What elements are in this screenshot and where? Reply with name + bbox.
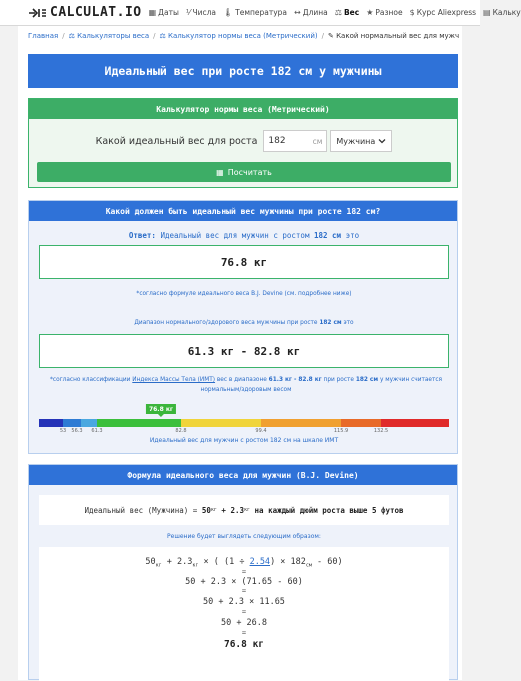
answer-suffix: это <box>345 231 360 240</box>
bmi-note <box>41 375 451 395</box>
bmi-note-4: у мужчин считается нормальным/здоровым весом <box>200 377 443 393</box>
nav-item-temperature[interactable] <box>223 8 287 17</box>
formula-base-unit: кг <box>210 507 217 513</box>
formula-plus: + 2.3 <box>221 505 244 515</box>
formula-rest: на каждый дюйм роста выше 5 футов <box>254 505 404 515</box>
bmi-segment-normal <box>97 419 181 427</box>
solution-result: 76.8 кг <box>223 639 265 650</box>
step1-part: ) × 182 <box>270 557 306 567</box>
height-value: 182 <box>268 136 286 146</box>
equals-sign: = <box>241 568 247 576</box>
nav-item-label: Курс Aliexpress <box>416 8 477 17</box>
bmi-tick: 115.9 <box>333 428 349 434</box>
solution-step-1 <box>39 557 449 569</box>
ideal-weight-result: 76.8 кг <box>39 245 449 279</box>
step1-part: - 60) <box>317 557 343 567</box>
breadcrumb-separator: / <box>62 32 65 40</box>
step1-unit: кг <box>192 562 199 569</box>
range-suffix: это <box>343 320 354 326</box>
calculate-button-label: Посчитать <box>227 167 272 177</box>
range-intro-line <box>29 320 459 326</box>
nav-item-aliexpress[interactable] <box>410 8 476 17</box>
dollar-icon: $ <box>409 8 415 17</box>
bmi-tick: 56.3 <box>71 428 83 434</box>
bmi-tick-labels <box>39 428 449 436</box>
solution-step-4: 50 + 26.8 <box>220 618 268 628</box>
ruler-icon: ↔ <box>294 8 301 17</box>
answer-prefix: Ответ: <box>128 231 156 240</box>
bmi-link[interactable]: Индекса Массы Тела (ИМТ) <box>132 377 216 383</box>
calculator-header: Калькулятор нормы веса (Метрический) <box>29 99 457 119</box>
nav-item-numbers[interactable] <box>186 8 216 17</box>
step1-part: × ( (1 ÷ <box>203 557 245 567</box>
pencil-icon: ✎ <box>327 32 337 40</box>
calculate-button[interactable] <box>37 162 451 182</box>
calculator-form <box>28 98 458 188</box>
solution-step-3: 50 + 2.3 × 11.65 <box>203 597 285 607</box>
formula-section <box>28 464 458 680</box>
bmi-segment-underweight <box>63 419 81 427</box>
numbers-icon: ⅟ <box>185 8 191 17</box>
answer-height: 182 см <box>313 231 342 240</box>
calculator-icon: ▤ <box>483 8 491 17</box>
step1-unit: см <box>305 562 312 569</box>
bmi-segment-obese-1 <box>261 419 341 427</box>
weight-icon: ⚖︎ <box>68 32 78 40</box>
breadcrumb <box>28 32 468 40</box>
answer-section <box>28 200 458 454</box>
calculator-icon: ▦ <box>216 167 224 177</box>
formula-lhs: Идеальный вес (Мужчина) = <box>84 505 198 515</box>
bmi-note-3: при росте <box>323 377 354 383</box>
nav-item-weight[interactable] <box>335 8 359 17</box>
answer-line <box>29 231 459 240</box>
step1-part: 50 <box>145 557 156 567</box>
solution-step-2: 50 + 2.3 × (71.65 - 60) <box>185 577 303 587</box>
bmi-tick: 132.5 <box>373 428 389 434</box>
equals-sign: = <box>241 587 247 595</box>
bmi-range: 61.3 кг - 82.8 кг <box>268 377 322 383</box>
weight-icon: ⚖ <box>334 8 342 17</box>
bmi-segment-severe-underweight <box>39 419 63 427</box>
step1-unit: кг <box>155 562 162 569</box>
nav-item-label: Вес <box>343 8 360 17</box>
nav-item-label: Даты <box>158 8 179 17</box>
nav-item-label: Длина <box>302 8 328 17</box>
bmi-tick: 82.8 <box>175 428 187 434</box>
equals-sign: = <box>241 608 247 616</box>
nav-item-length[interactable] <box>294 8 328 17</box>
answer-text: Идеальный вес для мужчин с ростом <box>160 231 310 240</box>
bmi-tick: 61.3 <box>91 428 103 434</box>
nav-item-calculators[interactable] <box>483 8 521 17</box>
nav-item-label: Кальку <box>492 8 521 17</box>
breadcrumb-current: Какой нормальный вес для мужч <box>336 32 460 40</box>
formula-statement <box>39 495 449 525</box>
breadcrumb-weight-calcs[interactable]: Калькуляторы веса <box>77 32 150 40</box>
solution-steps <box>39 547 449 681</box>
bmi-height: 182 см <box>355 377 379 383</box>
inch-conversion-link[interactable]: 2.54 <box>249 557 271 567</box>
bmi-segment-overweight <box>181 419 261 427</box>
site-logo[interactable] <box>0 5 142 20</box>
bmi-marker: 76.8 кг <box>146 404 176 414</box>
page-title: Идеальный вес при росте 182 см у мужчины <box>28 54 458 88</box>
logo-icon <box>28 7 48 19</box>
chevron-down-icon <box>378 138 386 144</box>
range-intro: Диапазон нормального/здорового веса мужчины при росте <box>134 320 318 326</box>
bmi-segment-light-underweight <box>81 419 97 427</box>
range-height: 182 см <box>319 320 342 326</box>
formula-inc-unit: кг <box>244 507 251 513</box>
nav-item-label: Температура <box>235 8 288 17</box>
solution-note: Решение будет выглядеть следующим образом: <box>167 533 321 540</box>
calendar-icon: ▦ <box>148 8 157 17</box>
gender-select[interactable] <box>330 130 392 152</box>
thermometer-icon: 🌡︎ <box>222 8 234 17</box>
logo-text: CALCULAT.IO <box>50 5 142 20</box>
nav-item-dates[interactable] <box>149 8 179 17</box>
step1-part: + 2.3 <box>166 557 193 567</box>
height-input[interactable] <box>263 130 327 152</box>
bmi-tick: 53 <box>59 428 67 434</box>
formula-header: Формула идеального веса для мужчин (B.J. Devine) <box>29 465 457 485</box>
weight-range-result: 61.3 кг - 82.8 кг <box>39 334 449 368</box>
bmi-segment-obese-2 <box>341 419 381 427</box>
star-icon: ★ <box>366 8 374 17</box>
bmi-tick: 99.4 <box>255 428 267 434</box>
breadcrumb-home[interactable]: Главная <box>28 32 59 40</box>
equals-sign: = <box>241 629 247 637</box>
height-unit: см <box>312 136 323 146</box>
breadcrumb-separator: / <box>153 32 156 40</box>
gender-value: Мужчина <box>336 136 376 146</box>
answer-header: Какой должен быть идеальный вес мужчины при росте 182 см? <box>29 201 457 221</box>
calculator-row <box>29 130 459 152</box>
bmi-segment-obese-3 <box>381 419 449 427</box>
bmi-scale-caption: Идеальный вес для мужчин с ростом 182 см на шкале ИМТ <box>149 437 339 444</box>
bmi-scale <box>39 419 449 427</box>
breadcrumb-norm-calc[interactable]: Калькулятор нормы веса (Метрический) <box>168 32 318 40</box>
formula-base: 50 <box>201 505 211 515</box>
devine-note: *согласно формуле идеального веса B.J. Devine (см. подробнее ниже) <box>136 291 352 297</box>
height-label: Какой идеальный вес для роста <box>95 135 258 147</box>
breadcrumb-separator: / <box>321 32 324 40</box>
top-navigation <box>0 0 521 26</box>
nav-item-label: Числа <box>192 8 216 17</box>
bmi-note-1: *согласно классификации <box>49 377 131 383</box>
nav-item-misc[interactable] <box>366 8 402 17</box>
weight-icon: ⚖︎ <box>159 32 169 40</box>
nav-item-label: Разное <box>375 8 403 17</box>
bmi-note-2: вес в диапазоне <box>216 377 267 383</box>
